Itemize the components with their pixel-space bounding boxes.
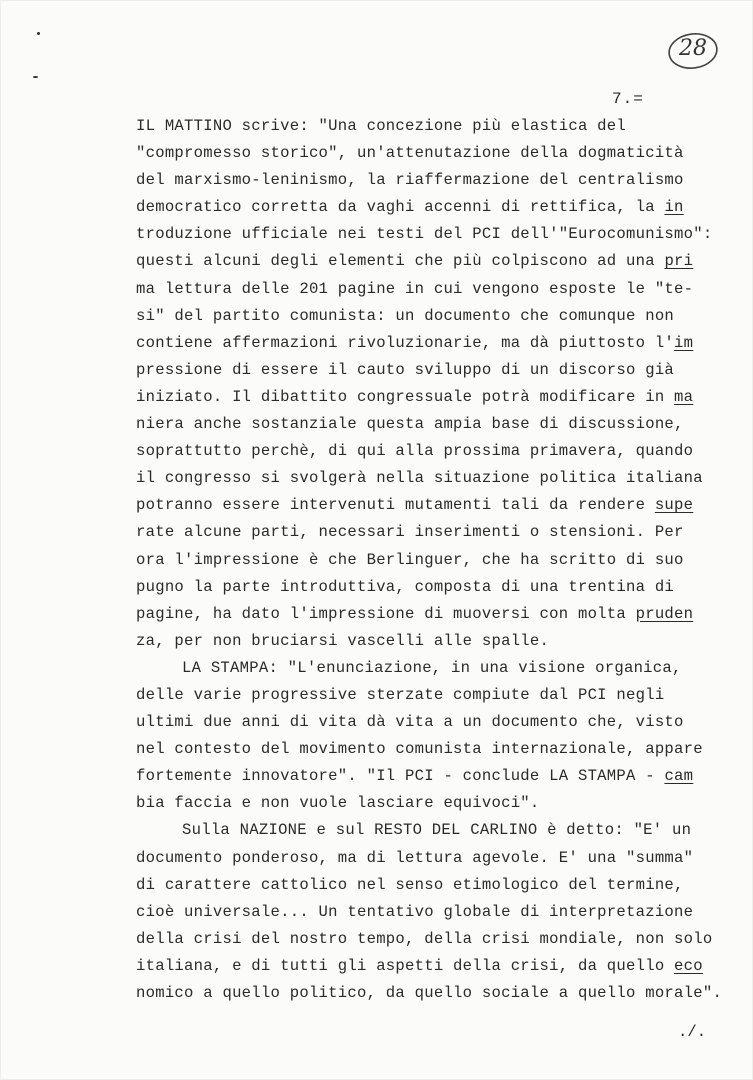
archive-stamp	[667, 30, 719, 72]
text-line	[136, 140, 736, 167]
line-text: bia faccia e non vuole lasciare equivoci".	[136, 794, 540, 813]
body-text	[136, 113, 736, 1007]
line-underlined-fragment: cam	[664, 767, 694, 786]
stamp-number: 28	[679, 36, 707, 61]
text-line	[136, 384, 736, 411]
text-line	[136, 763, 736, 790]
line-text: niera anche sostanziale questa ampia base di discussione,	[136, 415, 684, 434]
line-text: ultimi due anni di vita dà vita a un documento che, visto	[136, 713, 684, 732]
text-line	[136, 601, 736, 628]
line-text: "compromesso storico", un'attenutazione della dogmaticità	[136, 144, 684, 163]
text-line	[136, 953, 736, 980]
text-line	[136, 655, 736, 682]
text-line	[136, 980, 736, 1007]
text-line	[136, 682, 736, 709]
continuation-mark: ./.	[678, 1023, 707, 1041]
line-text: rate alcune parti, necessari inserimenti o stensioni. Per	[136, 523, 684, 542]
line-text: di carattere cattolico nel senso etimologico del termine,	[136, 875, 684, 894]
line-text: documento ponderoso, ma di lettura agevole. E' una "summa"	[136, 848, 694, 867]
text-line	[136, 221, 736, 248]
line-text: questi alcuni degli elementi che più colpiscono ad una	[136, 252, 665, 271]
line-underlined-fragment: im	[674, 333, 694, 352]
line-text: iniziato. Il dibattito congressuale potrà modificare in	[136, 387, 675, 406]
text-line	[136, 817, 736, 844]
text-line	[136, 330, 736, 357]
line-text: Sulla NAZIONE e sul RESTO DEL CARLINO è detto: "E' un	[182, 821, 692, 840]
line-text: si" del partito comunista: un documento che comunque non	[136, 306, 675, 325]
text-line	[136, 438, 736, 465]
text-line	[136, 872, 736, 899]
text-line	[136, 113, 736, 140]
line-text: pugno la parte introduttiva, composta di una trentina di	[136, 577, 675, 596]
text-line	[136, 276, 736, 303]
line-text: democratico corretta da vaghi accenni di rettifica, la	[136, 198, 665, 217]
line-text: del marxismo-leninismo, la riaffermazione del centralismo	[136, 171, 684, 190]
line-underlined-fragment: supe	[654, 496, 694, 515]
line-text: contiene affermazioni rivoluzionarie, ma dà piuttosto l'	[136, 333, 675, 352]
page-number: 7.=	[612, 90, 644, 108]
text-line	[136, 519, 736, 546]
text-line	[136, 194, 736, 221]
line-text: nomico a quello politico, da quello sociale a quello morale".	[136, 984, 723, 1002]
line-text: cioè universale... Un tentativo globale di interpretazione	[136, 902, 694, 921]
line-text: pagine, ha dato l'impressione di muoversi con molta	[136, 604, 636, 623]
text-line	[136, 574, 736, 601]
text-line	[136, 411, 736, 438]
line-text: soprattutto perchè, di qui alla prossima primavera, quando	[136, 442, 694, 461]
text-line	[136, 899, 736, 926]
line-underlined-fragment: in	[664, 198, 684, 217]
line-underlined-fragment: ma	[674, 387, 694, 406]
line-text: potranno essere intervenuti mutamenti tali da rendere	[136, 496, 655, 515]
scan-speck	[33, 76, 38, 78]
line-text: pressione di essere il cauto sviluppo di un discorso già	[136, 360, 675, 379]
text-line	[136, 465, 736, 492]
text-line	[136, 167, 736, 194]
text-line	[136, 492, 736, 519]
text-line	[136, 709, 736, 736]
text-line	[136, 790, 736, 817]
text-line	[136, 845, 736, 872]
line-text: troduzione ufficiale nei testi del PCI dell'"Eurocomunismo":	[136, 225, 713, 244]
text-line	[136, 248, 736, 275]
line-underlined-fragment: eco	[674, 956, 703, 975]
line-text: italiana, e di tutti gli aspetti della crisi, da quello	[136, 956, 675, 975]
line-text: della crisi del nostro tempo, della crisi mondiale, non solo	[136, 929, 713, 948]
line-underlined-fragment: pri	[664, 252, 694, 271]
line-text: ora l'impressione è che Berlinguer, che ha scritto di suo	[136, 550, 684, 569]
text-line	[136, 357, 736, 384]
text-line	[136, 547, 736, 574]
text-line	[136, 628, 736, 655]
line-text: delle varie progressive sterzate compiute dal PCI negli	[136, 685, 665, 704]
line-text: IL MATTINO scrive: "Una concezione più elastica del	[136, 117, 626, 135]
line-underlined-fragment: pruden	[635, 604, 694, 623]
line-text: ma lettura delle 201 pagine in cui vengono esposte le "te-	[136, 279, 694, 298]
text-line	[136, 303, 736, 330]
scan-speck	[37, 32, 40, 35]
line-text: za, per non bruciarsi vascelli alle spalle.	[136, 631, 550, 650]
line-text: nel contesto del movimento comunista internazionale, appare	[136, 740, 703, 759]
text-line	[136, 736, 736, 763]
line-text: LA STAMPA: "L'enunciazione, in una visione organica,	[182, 658, 682, 677]
text-line	[136, 926, 736, 953]
line-text: il congresso si svolgerà nella situazione politica italiana	[136, 469, 703, 488]
line-text: fortemente innovatore". "Il PCI - conclude LA STAMPA -	[136, 767, 665, 786]
